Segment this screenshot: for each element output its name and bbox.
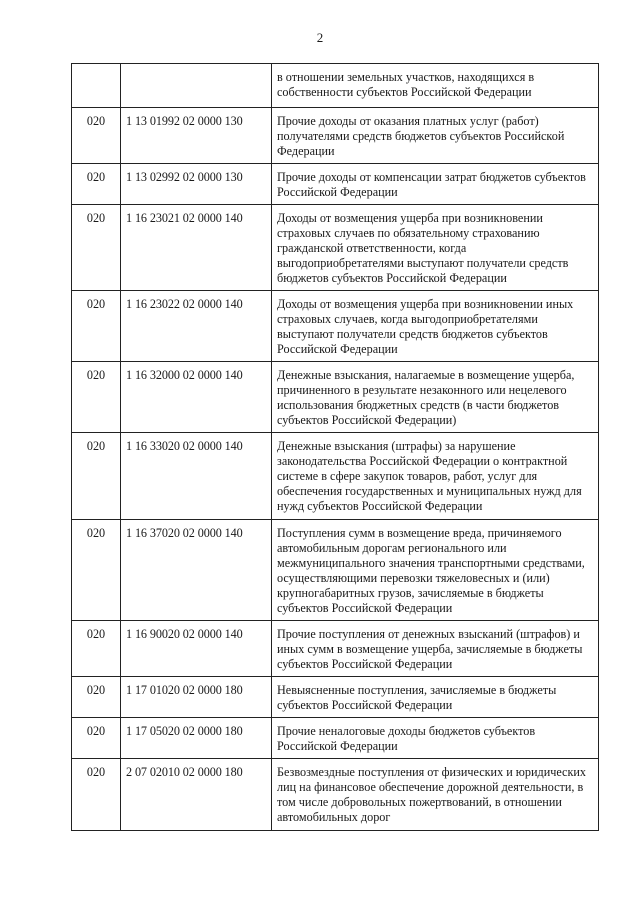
admin-code-cell: 020 [72, 164, 121, 205]
table-row [72, 718, 599, 759]
revenue-name-cell: Доходы от возмещения ущерба при возникновении страховых случаев по обязательному страхованию гражданской ответственности, когда выгодоприобретателями выступают получатели средств бюджетов субъектов Российской Федерации [272, 205, 599, 291]
admin-code-cell: 020 [72, 718, 121, 759]
budget-code-cell: 1 16 23022 02 0000 140 [121, 291, 272, 362]
budget-code-cell: 2 07 02010 02 0000 180 [121, 759, 272, 831]
table-row [72, 759, 599, 831]
table-row [72, 621, 599, 677]
revenue-name-cell: Прочие доходы от компенсации затрат бюджетов субъектов Российской Федерации [272, 164, 599, 205]
revenue-name-cell: Прочие доходы от оказания платных услуг (работ) получателями средств бюджетов субъектов Российской Федерации [272, 108, 599, 164]
budget-code-cell: 1 16 33020 02 0000 140 [121, 433, 272, 520]
budget-revenue-table [71, 63, 599, 831]
revenue-name-cell: Денежные взыскания (штрафы) за нарушение законодательства Российской Федерации о контрактной системе в сфере закупок товаров, работ, услуг для обеспечения государственных и муниципальных нужд для нужд субъектов Российской Федерации [272, 433, 599, 520]
budget-code-cell: 1 13 01992 02 0000 130 [121, 108, 272, 164]
revenue-name-cell: Денежные взыскания, налагаемые в возмещение ущерба, причиненного в результате незаконного или нецелевого использования бюджетных средств (в части бюджетов субъектов Российской Федерации) [272, 362, 599, 433]
revenue-name-cell: Доходы от возмещения ущерба при возникновении иных страховых случаев, когда выгодоприобретателями выступают получатели средств бюджетов субъектов Российской Федерации [272, 291, 599, 362]
revenue-name-cell: Поступления сумм в возмещение вреда, причиняемого автомобильным дорогам регионального или межмуниципального значения транспортными средствами, осуществляющими перевозки тяжеловесных и (или) крупногабаритных грузов, зачисляемые в бюджеты субъектов Российской Федерации [272, 520, 599, 621]
admin-code-cell: 020 [72, 759, 121, 831]
revenue-name-cell: Прочие поступления от денежных взысканий (штрафов) и иных сумм в возмещение ущерба, зачисляемые в бюджеты субъектов Российской Федерации [272, 621, 599, 677]
revenue-name-cell: Невыясненные поступления, зачисляемые в бюджеты субъектов Российской Федерации [272, 677, 599, 718]
budget-code-cell: 1 13 02992 02 0000 130 [121, 164, 272, 205]
admin-code-cell [72, 64, 121, 108]
admin-code-cell: 020 [72, 621, 121, 677]
budget-code-cell: 1 16 23021 02 0000 140 [121, 205, 272, 291]
revenue-name-cell: Безвозмездные поступления от физических и юридических лиц на финансовое обеспечение дорожной деятельности, в том числе добровольных пожертвований, в отношении автомобильных дорог [272, 759, 599, 831]
table-row [72, 362, 599, 433]
budget-code-cell: 1 16 37020 02 0000 140 [121, 520, 272, 621]
admin-code-cell: 020 [72, 362, 121, 433]
admin-code-cell: 020 [72, 291, 121, 362]
budget-code-cell: 1 17 01020 02 0000 180 [121, 677, 272, 718]
table-row [72, 108, 599, 164]
admin-code-cell: 020 [72, 520, 121, 621]
admin-code-cell: 020 [72, 205, 121, 291]
admin-code-cell: 020 [72, 108, 121, 164]
table-row [72, 291, 599, 362]
table-row [72, 205, 599, 291]
budget-code-cell [121, 64, 272, 108]
table-row [72, 433, 599, 520]
budget-code-cell: 1 16 32000 02 0000 140 [121, 362, 272, 433]
admin-code-cell: 020 [72, 677, 121, 718]
table-row [72, 164, 599, 205]
table-row [72, 677, 599, 718]
budget-code-cell: 1 16 90020 02 0000 140 [121, 621, 272, 677]
revenue-name-cell: Прочие неналоговые доходы бюджетов субъектов Российской Федерации [272, 718, 599, 759]
revenue-name-cell: в отношении земельных участков, находящихся в собственности субъектов Российской Федерации [272, 64, 599, 108]
table-row [72, 64, 599, 108]
page-number: 2 [316, 30, 324, 45]
budget-code-cell: 1 17 05020 02 0000 180 [121, 718, 272, 759]
admin-code-cell: 020 [72, 433, 121, 520]
table-row [72, 520, 599, 621]
